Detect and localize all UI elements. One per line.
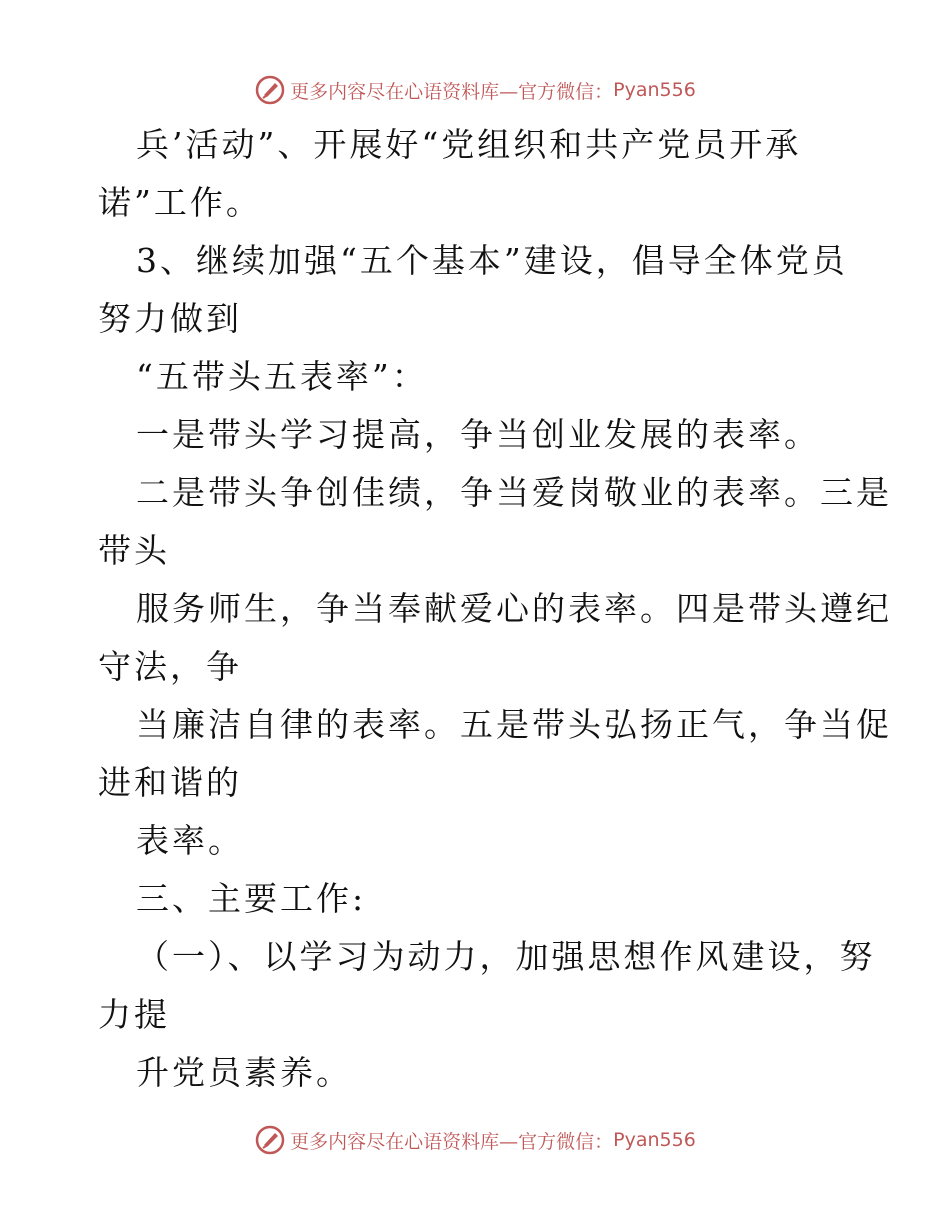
header-watermark [0,70,950,110]
footer-watermark [0,1120,950,1160]
text-line: 二是带头争创佳绩，争当爱岗敬业的表率。三是 [136,473,892,512]
watermark-text: 更多内容尽在心语资料库—官方微信： [290,1130,614,1153]
watermark-wechat-id: Pyan556 [613,79,696,101]
text-line: （一）、以学习为动力，加强思想作风建设，努 [136,937,876,976]
text-line: 进和谐的 [98,763,242,802]
text-line: 努力做到 [98,299,242,338]
text-line: 服务师生，争当奉献爱心的表率。四是带头遵纪 [136,589,892,628]
text-line: “五带头五表率”： [136,357,428,396]
text-line: 当廉洁自律的表率。五是带头弘扬正气，争当促 [136,705,892,744]
text-line: 表率。 [136,821,244,860]
text-line: 守法，争 [98,647,242,686]
text-line: 兵’活动”、开展好“党组织和共产党员开承 [136,125,802,164]
text-line: 三、主要工作: [136,879,367,918]
text-line: 一是带头学习提高，争当创业发展的表率。 [136,415,820,454]
text-line: 力提 [98,995,170,1034]
watermark-logo-icon [254,74,286,106]
document-body [98,116,892,1102]
watermark-logo-icon [254,1124,286,1156]
watermark-text: 更多内容尽在心语资料库—官方微信： [290,80,614,103]
text-line: 3、继续加强“五个基本”建设，倡导全体党员 [136,241,848,280]
watermark-wechat-id: Pyan556 [613,1129,696,1151]
text-line: 升党员素养。 [136,1053,352,1092]
text-line: 诺”工作。 [98,183,262,222]
text-line: 带头 [98,531,170,570]
